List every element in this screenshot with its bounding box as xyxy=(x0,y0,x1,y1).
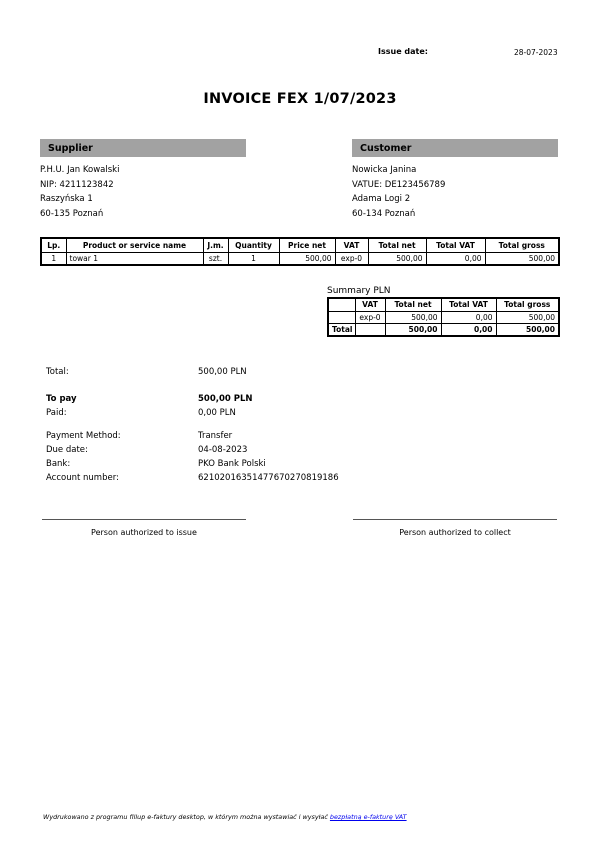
item-quantity: 1 xyxy=(228,252,279,265)
col-header-total-gross: Total gross xyxy=(485,238,559,252)
supplier-name: P.H.U. Jan Kowalski xyxy=(40,165,120,175)
customer-details xyxy=(352,163,558,221)
footer-text: Wydrukowano z programu fillup e-faktury desktop, w którym można wystawiać i wysyłać xyxy=(43,813,330,821)
footer-link[interactable]: bezpłatną e-fakturę VAT xyxy=(329,813,407,821)
summary-row-empty xyxy=(328,311,355,323)
summary-total-vat: 0,00 xyxy=(441,323,496,336)
supplier-header: Supplier xyxy=(40,139,246,157)
summary-row-total-gross: 500,00 xyxy=(496,311,559,323)
summary-row-vat: exp-0 xyxy=(355,311,385,323)
summary-total-gross: 500,00 xyxy=(496,323,559,336)
col-header-jm: J.m. xyxy=(203,238,228,252)
item-price-net: 500,00 xyxy=(279,252,335,265)
total-row xyxy=(46,367,446,379)
col-header-quantity: Quantity xyxy=(228,238,279,252)
page-title: INVOICE FEX 1/07/2023 xyxy=(203,91,397,107)
col-header-vat: VAT xyxy=(335,238,368,252)
item-jm: szt. xyxy=(203,252,228,265)
item-total-net: 500,00 xyxy=(368,252,426,265)
account-number-label: Account number: xyxy=(46,473,119,483)
col-header-product: Product or service name xyxy=(66,238,203,252)
bank-value: PKO Bank Polski xyxy=(198,459,266,469)
item-total-gross: 500,00 xyxy=(485,252,559,265)
summary-total-label: Total xyxy=(328,323,355,336)
summary-total-row xyxy=(328,323,559,336)
summary-col-vat: VAT xyxy=(355,298,385,311)
summary-table xyxy=(327,297,560,337)
summary-header-row xyxy=(328,298,559,311)
issue-date-label: Issue date: xyxy=(378,47,428,56)
item-lp: 1 xyxy=(41,252,66,265)
supplier-section xyxy=(40,139,246,221)
summary-col-total-gross: Total gross xyxy=(496,298,559,311)
footer-note xyxy=(43,813,407,821)
summary-vat-row xyxy=(328,311,559,323)
payment-method-row xyxy=(46,431,446,443)
supplier-street: Raszyńska 1 xyxy=(40,194,93,205)
item-vat: exp-0 xyxy=(335,252,368,265)
due-date-value: 04-08-2023 xyxy=(198,445,248,455)
payment-method-label: Payment Method: xyxy=(46,431,121,441)
signature-collect-line xyxy=(353,519,557,539)
to-pay-row xyxy=(46,394,446,406)
due-date-label: Due date: xyxy=(46,445,88,455)
paid-label: Paid: xyxy=(46,408,67,418)
total-label: Total: xyxy=(46,367,69,377)
col-header-price-net: Price net xyxy=(279,238,335,252)
payment-method-value: Transfer xyxy=(198,431,233,441)
customer-section xyxy=(352,139,558,221)
item-product: towar 1 xyxy=(66,252,203,265)
account-number-row xyxy=(46,473,446,485)
summary-total-net: 500,00 xyxy=(385,323,441,336)
paid-value: 0,00 PLN xyxy=(198,408,236,418)
col-header-total-vat: Total VAT xyxy=(426,238,485,252)
summary-total-empty xyxy=(355,323,385,336)
summary-col-total-vat: Total VAT xyxy=(441,298,496,311)
supplier-nip: NIP: 4211123842 xyxy=(40,179,114,190)
items-header-row xyxy=(41,238,559,252)
bank-row xyxy=(46,459,446,471)
paid-row xyxy=(46,408,446,420)
item-total-vat: 0,00 xyxy=(426,252,485,265)
supplier-details xyxy=(40,163,246,221)
due-date-row xyxy=(46,445,446,457)
col-header-lp: Lp. xyxy=(41,238,66,252)
customer-name: Nowicka Janina xyxy=(352,165,417,175)
customer-street: Adama Logi 2 xyxy=(352,194,411,205)
col-header-total-net: Total net xyxy=(368,238,426,252)
account-number-value: 62102016351477670270819186 xyxy=(198,473,339,483)
items-table xyxy=(40,237,560,266)
summary-row-total-net: 500,00 xyxy=(385,311,441,323)
customer-city: 60-134 Poznań xyxy=(352,208,416,219)
signature-collect-label: Person authorized to collect xyxy=(399,528,511,537)
customer-vatue: VATUE: DE123456789 xyxy=(352,179,446,190)
supplier-city: 60-135 Poznań xyxy=(40,208,104,219)
issue-date-row xyxy=(0,47,600,59)
summary-row-total-vat: 0,00 xyxy=(441,311,496,323)
bank-label: Bank: xyxy=(46,459,71,469)
to-pay-label: To pay xyxy=(46,394,77,404)
summary-title: Summary PLN xyxy=(327,286,391,296)
issue-date-value: 28-07-2023 xyxy=(514,47,558,57)
item-row xyxy=(41,252,559,265)
signature-issue-label: Person authorized to issue xyxy=(91,528,197,537)
summary-col-empty xyxy=(328,298,355,311)
signature-issue-line xyxy=(42,519,246,539)
customer-header: Customer xyxy=(352,139,558,157)
summary-col-total-net: Total net xyxy=(385,298,441,311)
to-pay-value: 500,00 PLN xyxy=(198,394,253,404)
total-value: 500,00 PLN xyxy=(198,367,247,377)
